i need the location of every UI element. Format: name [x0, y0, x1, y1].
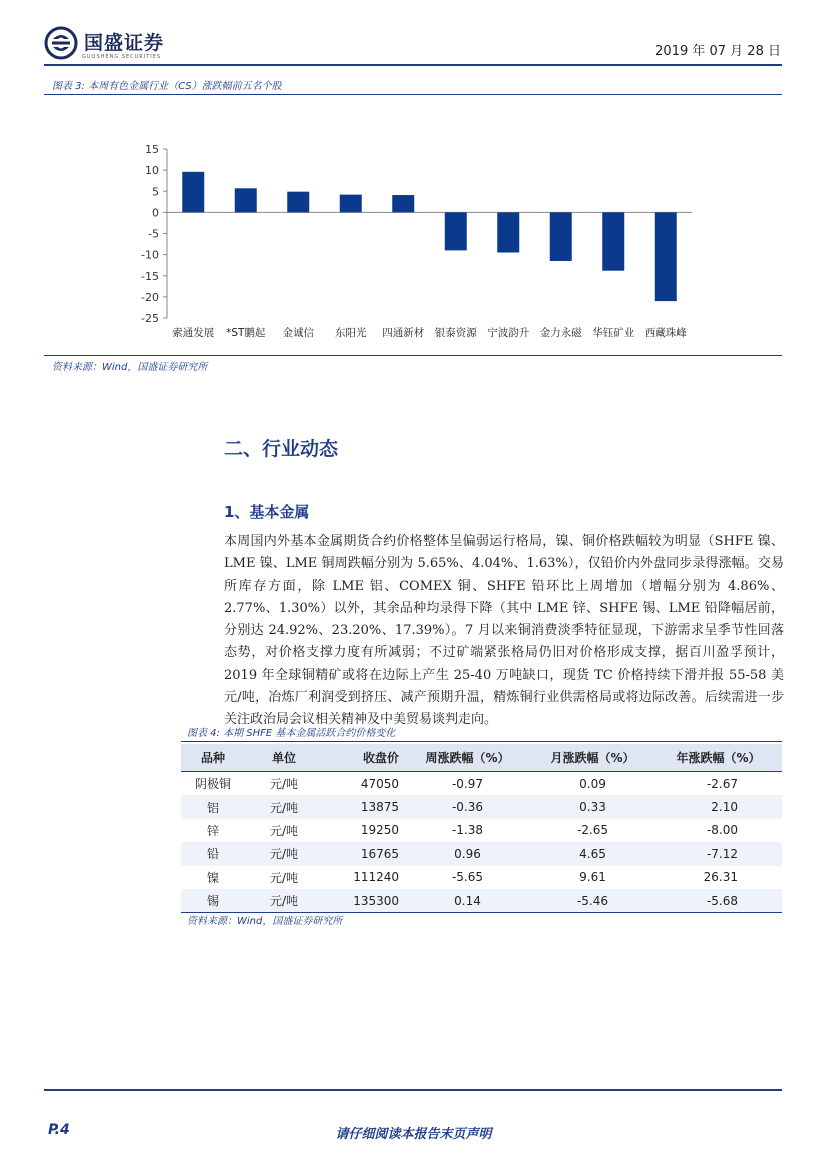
table-cell: 4.65 — [530, 842, 655, 865]
table-row — [181, 889, 782, 913]
table-cell: 阴极铜 — [194, 777, 231, 792]
table-cell: 2.10 — [655, 795, 782, 818]
table-cell: 铅 — [181, 842, 245, 865]
header-cell: 月涨跌幅（%） — [530, 744, 655, 772]
chart-bars — [182, 172, 677, 301]
table-cell: 元/吨 — [269, 777, 299, 792]
header-cell: 年涨跌幅（%） — [655, 744, 782, 772]
header-cell: 品种 — [181, 744, 245, 772]
y-tick-label: 10 — [145, 164, 159, 178]
table-cell: 19250 — [360, 823, 399, 838]
figure4-top-rule — [181, 741, 782, 742]
table-cell: 元/吨 — [245, 842, 323, 865]
figure3-caption: 图表 3: 本周有色金属行业（CS）涨跌幅前五名个股 — [52, 81, 282, 92]
table-cell: 47050 — [360, 776, 399, 791]
y-tick-label: 5 — [152, 185, 159, 199]
table-cell: 16765 — [323, 842, 405, 865]
table-cell: 0.96 — [405, 842, 530, 865]
table-cell: 0.33 — [530, 795, 655, 818]
table-header-row — [181, 744, 782, 772]
table-cell: 13875 — [323, 795, 405, 818]
x-tick-label: 四通新材 — [382, 327, 425, 339]
table-cell: -0.97 — [451, 776, 484, 791]
logo-subtext: GUOSHENG SECURITIES — [82, 54, 162, 60]
table-row — [181, 842, 782, 865]
table-cell: -5.65 — [451, 870, 484, 885]
table-cell: 元/吨 — [269, 823, 299, 838]
table-cell: 26.31 — [703, 870, 738, 885]
y-tick-label: 0 — [152, 206, 159, 220]
footer-rule — [44, 1089, 782, 1091]
bar — [602, 212, 624, 270]
subsection-title: 1、基本金属 — [224, 503, 310, 521]
y-tick-label: -5 — [148, 227, 159, 241]
table-cell: 锌 — [206, 823, 219, 838]
x-tick-label: 华钰矿业 — [592, 327, 635, 339]
table-cell: 镍 — [206, 870, 219, 885]
bar — [655, 212, 677, 301]
table-cell: 9.61 — [579, 870, 606, 885]
bar — [392, 195, 414, 212]
x-tick-label: 宁波韵升 — [487, 327, 530, 339]
table-cell: 0.14 — [405, 889, 530, 913]
y-tick-label: -15 — [141, 269, 159, 283]
y-tick-label: -10 — [141, 248, 159, 262]
table-row — [181, 866, 782, 889]
bar-chart — [0, 0, 827, 360]
figure3-source: 资料来源：Wind，国盛证券研究所 — [52, 362, 208, 373]
figure4-caption: 图表 4: 本期 SHFE 基本金属活跃合约价格变化 — [187, 728, 396, 739]
bar — [287, 192, 309, 213]
report-date: 2019 年 07 月 28 日 — [655, 44, 781, 59]
figure3-bottom-rule — [44, 355, 782, 356]
table-cell: -7.12 — [655, 842, 782, 865]
x-tick-label: 索通发展 — [172, 327, 215, 339]
table-cell: -8.00 — [706, 823, 738, 838]
section-title: 二、行业动态 — [224, 438, 339, 460]
table-row — [181, 795, 782, 818]
disclaimer-notice: 请仔细阅读本报告末页声明 — [335, 1127, 492, 1142]
table-cell: 111240 — [353, 870, 399, 885]
table-cell: 元/吨 — [245, 795, 323, 818]
y-tick-label: -20 — [141, 290, 159, 304]
x-tick-label: 东阳光 — [335, 327, 367, 339]
table-cell: -2.65 — [576, 823, 609, 838]
header-cell: 单位 — [245, 744, 323, 772]
x-tick-label: 西藏珠峰 — [644, 327, 687, 339]
page-number: P.4 — [48, 1122, 70, 1138]
x-tick-label: 银泰资源 — [434, 327, 477, 339]
body-paragraph: 本周国内外基本金属期货合约价格整体呈偏弱运行格局，镍、铜价格跌幅较为明显（SHFE 镍、LME 镍、LME 铜周跌幅分别为 5.65%、4.04%、1.63%），仅铅价内外盘同步录得涨幅。交易所库存方面，除 LME 铝、COMEX 铜、SHFE 铅环比上周增加（增幅分别为 4.86%、2.77%、1.30%）以外，其余品种均录得下降（其中 LME 锌、SHFE 锡、LME 铅降幅居前，分别达 24.92%、23.20%、17.39%）。7 月以来铜消费淡季特征显现，下游需求呈季节性回落态势，对价格支撑力度有所减弱；不过矿端紧张格局仍旧对价格形成支撑，据百川盈孚预计，2019 年全球铜精矿或将在边际上产生 25-40 万吨缺口，现货 TC 价格持续下滑并报 55-58 美元/吨，冶炼厂利润受到挤压、减产预期升温，精炼铜行业供需格局或将边际改善。后续需进一步关注政治局会议相关精神及中美贸易谈判走向。 — [224, 534, 784, 728]
x-tick-label: 金力永磁 — [539, 327, 582, 339]
table-cell: 0.09 — [579, 776, 606, 791]
table-cell: 铝 — [181, 795, 245, 818]
table-cell: 元/吨 — [269, 870, 299, 885]
y-tick-label: -25 — [141, 312, 159, 325]
bar — [182, 172, 204, 213]
table-cell: 锡 — [181, 889, 245, 913]
table-cell: -5.68 — [655, 889, 782, 913]
bar — [497, 212, 519, 252]
table-cell: 135300 — [323, 889, 405, 913]
table-row — [181, 819, 782, 842]
table-cell: -0.36 — [405, 795, 530, 818]
table-cell: -5.46 — [530, 889, 655, 913]
bar — [340, 195, 362, 213]
table-cell: -2.67 — [706, 776, 738, 791]
price-table — [181, 744, 782, 913]
table-cell: -1.38 — [451, 823, 484, 838]
figure4-source: 资料来源：Wind，国盛证券研究所 — [187, 916, 343, 927]
bar — [445, 212, 467, 250]
table-cell: 元/吨 — [245, 889, 323, 913]
y-tick-label: 15 — [145, 143, 159, 156]
x-tick-label: 金诚信 — [282, 327, 314, 339]
header-cell: 收盘价 — [323, 744, 405, 772]
bar — [235, 188, 257, 212]
header-cell: 周涨跌幅（%） — [405, 744, 530, 772]
logo-text: 国盛证券 — [84, 31, 165, 54]
x-tick-label: *ST鹏起 — [226, 327, 266, 339]
bar — [550, 212, 572, 261]
table-row — [181, 772, 782, 796]
